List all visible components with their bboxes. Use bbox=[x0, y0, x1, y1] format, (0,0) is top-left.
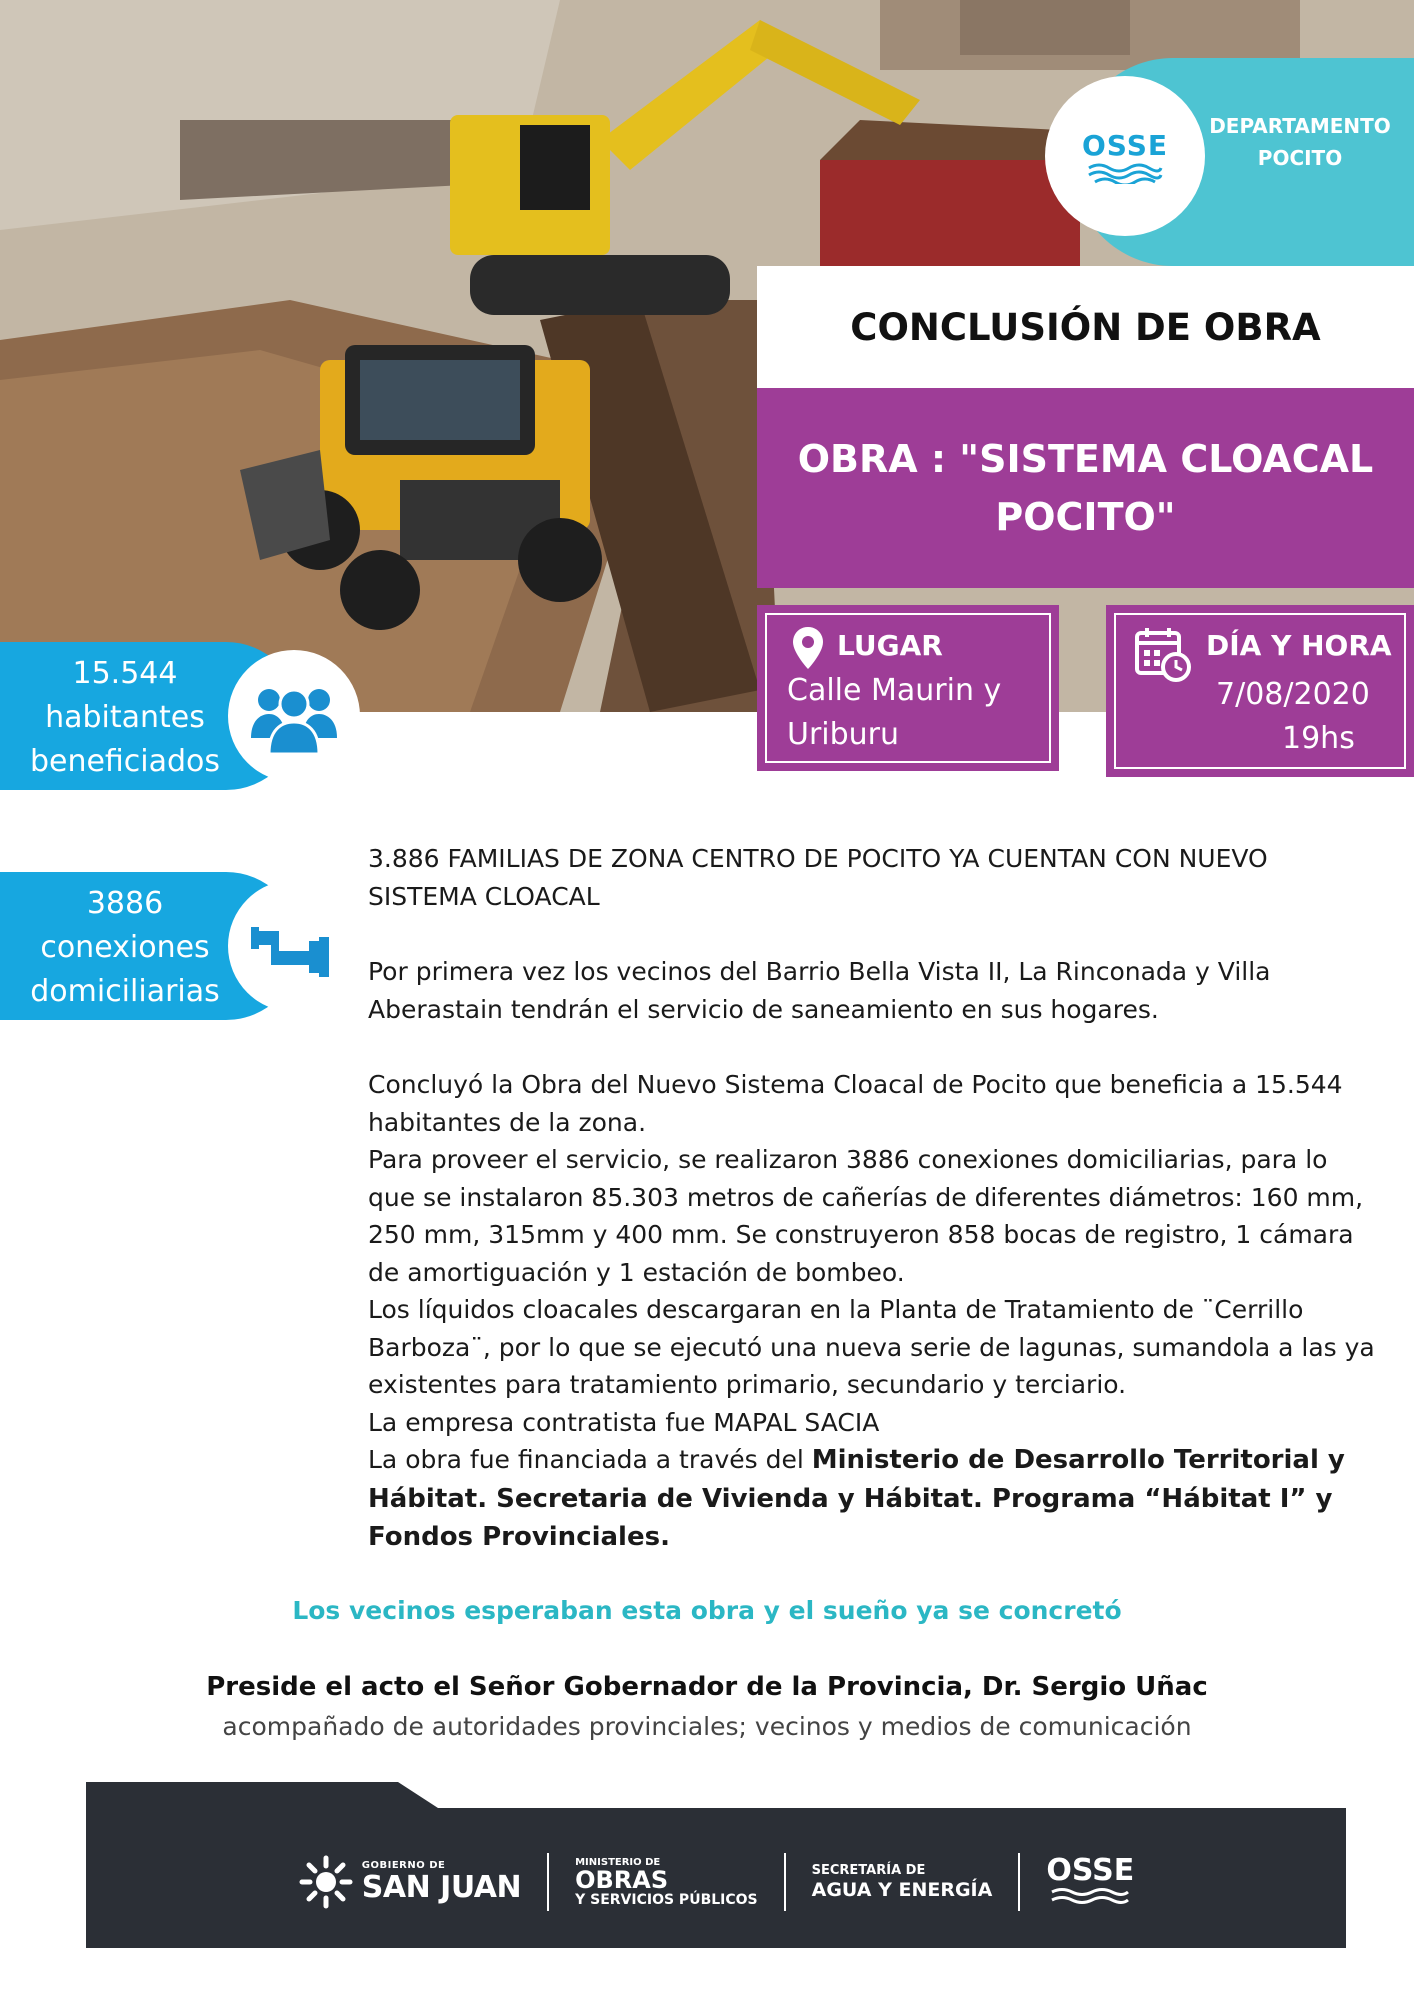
sae-big-text: AGUA Y ENERGÍA bbox=[811, 1879, 993, 1901]
dia-hora-title: DÍA Y HORA bbox=[1206, 629, 1392, 662]
paragraph-1: Por primera vez los vecinos del Barrio Bella Vista II, La Rinconada y Villa Aberastain tendrán el servicio de saneamiento en sus hogares. bbox=[368, 957, 1271, 1024]
sun-icon bbox=[298, 1854, 354, 1910]
osse-footer-wrap bbox=[1046, 1855, 1134, 1909]
mo-big-text: OBRAS bbox=[575, 1865, 669, 1894]
footer-divider bbox=[547, 1853, 549, 1911]
sponsor-logos bbox=[86, 1782, 1346, 1948]
sae-small-text: SECRETARÍA DE bbox=[811, 1863, 926, 1878]
osse-footer-logo bbox=[1046, 1855, 1134, 1909]
osse-badge bbox=[1035, 58, 1414, 266]
department-line-2: POCITO bbox=[1257, 146, 1343, 170]
osse-footer-text: OSSE bbox=[1046, 1853, 1135, 1888]
paragraph-3: Para proveer el servicio, se realizaron 3886 conexiones domiciliarias, para lo que se instalaron 85.303 metros de cañerías de diferentes diámetros: 160 mm, 250 mm, 315mm y 400 mm. Se construyeron 858 bocas de registro, 1 cámara de amortiguación y 1 estación de bombeo. bbox=[368, 1145, 1364, 1287]
acompanado-text: acompañado de autoridades provinciales; vecinos y medios de comunicación bbox=[222, 1712, 1192, 1741]
paragraph-4: Los líquidos cloacales descargaran en la Planta de Tratamiento de ¨Cerrillo Barboza¨, por lo que se ejecutó una nueva serie de lagunas, sumandola a las ya existentes para tratamiento primario, secundario y terciario. bbox=[368, 1295, 1375, 1399]
stat-label-line-2: domiciliarias bbox=[30, 974, 220, 1009]
mo-small-text: MINISTERIO DE bbox=[575, 1856, 661, 1868]
headline: 3.886 FAMILIAS DE ZONA CENTRO DE POCITO YA CUENTAN CON NUEVO SISTEMA CLOACAL bbox=[368, 844, 1268, 911]
preside-text: Preside el acto el Señor Gobernador de la Provincia, Dr. Sergio Uñac bbox=[206, 1672, 1208, 1702]
footer-divider bbox=[1018, 1853, 1020, 1911]
paragraph-6 bbox=[368, 1441, 1380, 1557]
lugar-title: LUGAR bbox=[837, 629, 943, 662]
conclusion-heading-box bbox=[757, 266, 1414, 388]
stat-text bbox=[0, 652, 250, 784]
obra-title: OBRA : "SISTEMA CLOACAL POCITO" bbox=[797, 437, 1374, 539]
location-pin-icon bbox=[791, 625, 825, 671]
osse-logo-text: OSSE bbox=[1081, 128, 1168, 162]
financing-sources: Ministerio de Desarrollo Territorial y Hábitat. Secretaria de Vivienda y Hábitat. Programa “Hábitat I” y Fondos Provinciales. bbox=[368, 1445, 1345, 1552]
gobierno-san-juan-logo bbox=[298, 1854, 521, 1910]
waves-icon bbox=[1085, 162, 1165, 184]
stat-conexiones bbox=[0, 872, 360, 1020]
calendar-clock-icon bbox=[1134, 625, 1192, 683]
stat-label-line-1: conexiones bbox=[40, 930, 210, 965]
lugar-box bbox=[757, 605, 1059, 771]
stat-icon-circle bbox=[228, 650, 360, 782]
event-time: 19hs bbox=[1282, 721, 1355, 756]
stat-value: 3886 bbox=[86, 886, 164, 921]
sj-small-text: GOBIERNO DE bbox=[361, 1860, 446, 1871]
conclusion-heading: CONCLUSIÓN DE OBRA bbox=[850, 305, 1321, 349]
article-body bbox=[368, 840, 1380, 1557]
department-label bbox=[1195, 110, 1405, 174]
waves-icon bbox=[1050, 1887, 1130, 1905]
osse-logo bbox=[1045, 76, 1205, 236]
stat-label-line-2: beneficiados bbox=[29, 744, 221, 779]
lugar-line-2: Uriburu bbox=[787, 717, 900, 752]
paragraph-2: Concluyó la Obra del Nuevo Sistema Cloacal de Pocito que beneficia a 15.544 habitantes de la zona. bbox=[368, 1070, 1343, 1137]
sae-text bbox=[812, 1863, 993, 1901]
slogan: Los vecinos esperaban esta obra y el sueño ya se concretó bbox=[292, 1596, 1122, 1625]
spacer bbox=[368, 1028, 1380, 1066]
spacer bbox=[368, 915, 1380, 953]
sj-big-text: SAN JUAN bbox=[361, 1870, 522, 1905]
event-date: 7/08/2020 bbox=[1216, 677, 1370, 712]
footer-band bbox=[86, 1782, 1346, 1948]
stat-habitantes bbox=[0, 642, 360, 790]
secretaria-agua-energia-logo bbox=[812, 1863, 993, 1901]
stat-icon-circle bbox=[228, 880, 360, 1012]
stat-value: 15.544 bbox=[72, 656, 178, 691]
footer-divider bbox=[784, 1853, 786, 1911]
paragraph-5: La empresa contratista fue MAPAL SACIA bbox=[368, 1407, 880, 1437]
stat-label-line-1: habitantes bbox=[45, 700, 205, 735]
people-icon bbox=[249, 676, 339, 756]
department-line-1: DEPARTAMENTO bbox=[1209, 114, 1391, 138]
ministerio-obras-logo bbox=[575, 1857, 758, 1908]
sj-text bbox=[362, 1860, 521, 1904]
mo-text bbox=[575, 1857, 758, 1908]
pipe-icon bbox=[249, 911, 339, 981]
lugar-line-1: Calle Maurin y bbox=[787, 673, 1002, 708]
stat-text bbox=[0, 882, 250, 1014]
financing-lead: La obra fue financiada a través del bbox=[368, 1445, 812, 1474]
mo-sub-text: Y SERVICIOS PÚBLICOS bbox=[575, 1891, 758, 1908]
obra-title-box bbox=[757, 388, 1414, 588]
dia-hora-box bbox=[1106, 605, 1414, 777]
